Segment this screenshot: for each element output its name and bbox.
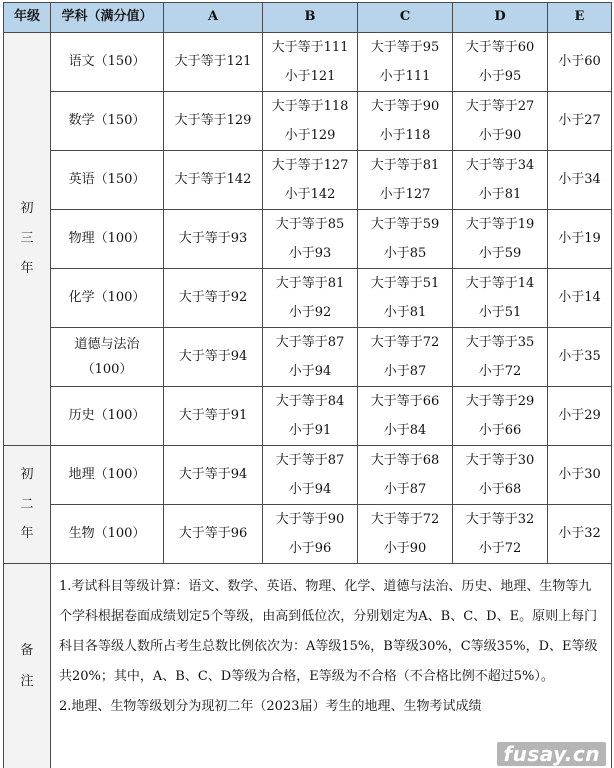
range-min: 大于等于51: [370, 276, 440, 291]
range-max: 小于127: [379, 187, 431, 202]
grade-e-cell: 小于60: [548, 33, 612, 92]
grade-e-cell: 小于32: [548, 505, 612, 564]
range-min: 大于等于90: [275, 512, 345, 527]
range-max: 小于72: [478, 364, 522, 379]
grade-b-cell: [263, 269, 358, 328]
range-min: 大于等于81: [370, 158, 440, 173]
range-min: 大于等于90: [370, 99, 440, 114]
grade-d-cell: [453, 387, 548, 446]
grade-c-cell: [358, 92, 453, 151]
range-min: 大于等于60: [465, 40, 535, 55]
grade-c-cell: [358, 210, 453, 269]
grade-b-cell: [263, 505, 358, 564]
range-min: 大于等于87: [275, 453, 345, 468]
notes-text-cell: [51, 564, 612, 768]
grade-d-cell: [453, 33, 548, 92]
grade-c-cell: [358, 505, 453, 564]
range-max: 小于94: [288, 482, 332, 497]
grade-a-cell: 大于等于91: [164, 387, 263, 446]
range-max: 小于87: [383, 364, 427, 379]
grade-b-cell: [263, 328, 358, 387]
grade-a-cell: 大于等于93: [164, 210, 263, 269]
range-min: 大于等于59: [370, 217, 440, 232]
grade-d-cell: [453, 446, 548, 505]
range-max: 小于87: [383, 482, 427, 497]
note-item-1: 1.考试科目等级计算：语文、数学、英语、物理、化学、道德与法治、历史、地理、生物等九个学科根据卷面成绩划定5个等级，由高到低位次，分别划定为A、B、C、D、E。原则上每门科目各等级人数所占考生总数比例依次为：A等级15%，B等级30%，C等级35%，D、E等级共20%；其中，A、B、C、D等级为合格，E等级为不合格（不合格比例不超过5%）。: [59, 579, 598, 684]
table-row: [4, 92, 612, 151]
grade-d-cell: [453, 151, 548, 210]
grade-e-cell: 小于14: [548, 269, 612, 328]
range-min: 大于等于30: [465, 453, 535, 468]
grade-d-cell: [453, 328, 548, 387]
header-a: A: [164, 3, 263, 33]
grade-e-cell: 小于27: [548, 92, 612, 151]
grade-d-cell: [453, 210, 548, 269]
grade-a-cell: 大于等于142: [164, 151, 263, 210]
subject-cell: 化学（100）: [51, 269, 164, 328]
table-row: [4, 269, 612, 328]
range-min: 大于等于68: [370, 453, 440, 468]
header-d: D: [453, 3, 548, 33]
subject-cell: 历史（100）: [51, 387, 164, 446]
table-row: [4, 387, 612, 446]
range-min: 大于等于66: [370, 394, 440, 409]
grade-e-cell: 小于34: [548, 151, 612, 210]
grade-c-cell: [358, 446, 453, 505]
range-min: 大于等于87: [275, 335, 345, 350]
grade-d-cell: [453, 92, 548, 151]
grade-b-cell: [263, 387, 358, 446]
grade-d-cell: [453, 505, 548, 564]
range-min: 大于等于72: [370, 335, 440, 350]
grade-a-cell: 大于等于121: [164, 33, 263, 92]
range-max: 小于94: [288, 364, 332, 379]
range-min: 大于等于84: [275, 394, 345, 409]
grade-c-cell: [358, 33, 453, 92]
range-min: 大于等于34: [465, 158, 535, 173]
grade-e-cell: 小于29: [548, 387, 612, 446]
header-subject: 学科（满分值）: [51, 3, 164, 33]
subject-cell: 英语（150）: [51, 151, 164, 210]
grade-b-cell: [263, 446, 358, 505]
subject-cell: [51, 328, 164, 387]
header-grade: 年级: [4, 3, 51, 33]
note-item-2: 2.地理、生物等级划分为现初二年（2023届）考生的地理、生物考试成绩: [59, 699, 482, 714]
grade-c-cell: [358, 151, 453, 210]
range-max: 小于121: [284, 69, 336, 84]
grade-a-cell: 大于等于92: [164, 269, 263, 328]
range-max: 小于111: [379, 69, 431, 84]
subject-cell: 生物（100）: [51, 505, 164, 564]
grade-a-cell: 大于等于129: [164, 92, 263, 151]
grade-c-cell: [358, 387, 453, 446]
grade-cell-grade3: [4, 33, 51, 446]
grade-e-cell: 小于30: [548, 446, 612, 505]
range-max: 小于142: [284, 187, 336, 202]
table-row: [4, 446, 612, 505]
subject-score: （100）: [81, 362, 133, 377]
range-max: 小于90: [383, 541, 427, 556]
range-max: 小于66: [478, 423, 522, 438]
grade-c-cell: [358, 328, 453, 387]
range-max: 小于51: [478, 305, 522, 320]
header-b: B: [263, 3, 358, 33]
range-min: 大于等于95: [370, 40, 440, 55]
range-min: 大于等于111: [271, 40, 349, 55]
range-min: 大于等于19: [465, 217, 535, 232]
range-max: 小于92: [288, 305, 332, 320]
range-max: 小于84: [383, 423, 427, 438]
grade-a-cell: 大于等于96: [164, 505, 263, 564]
grade-b-cell: [263, 92, 358, 151]
table-row: [4, 328, 612, 387]
header-e: E: [548, 3, 612, 33]
notes-label-cell: [4, 564, 51, 768]
range-max: 小于68: [478, 482, 522, 497]
header-c: C: [358, 3, 453, 33]
range-min: 大于等于81: [275, 276, 345, 291]
subject-name: 道德与法治: [74, 337, 140, 352]
grade-c-cell: [358, 269, 453, 328]
notes-row: [4, 564, 612, 768]
grade-cell-grade2: [4, 446, 51, 564]
grade-d-cell: [453, 269, 548, 328]
range-max: 小于81: [478, 187, 522, 202]
grade-b-cell: [263, 151, 358, 210]
table-row: [4, 33, 612, 92]
range-max: 小于72: [478, 541, 522, 556]
grade-table: [3, 2, 612, 768]
grade-b-cell: [263, 210, 358, 269]
range-min: 大于等于127: [271, 158, 349, 173]
range-max: 小于129: [284, 128, 336, 143]
grade-e-cell: 小于19: [548, 210, 612, 269]
grade-a-cell: 大于等于94: [164, 328, 263, 387]
table-row: [4, 151, 612, 210]
grade-label: 初二年: [20, 466, 34, 542]
range-max: 小于85: [383, 246, 427, 261]
grade-e-cell: 小于35: [548, 328, 612, 387]
subject-cell: 语文（150）: [51, 33, 164, 92]
range-min: 大于等于72: [370, 512, 440, 527]
notes-label: 备注: [20, 642, 34, 689]
range-max: 小于59: [478, 246, 522, 261]
grade-a-cell: 大于等于94: [164, 446, 263, 505]
range-min: 大于等于35: [465, 335, 535, 350]
range-max: 小于95: [478, 69, 522, 84]
range-max: 小于90: [478, 128, 522, 143]
grade-b-cell: [263, 33, 358, 92]
subject-cell: 物理（100）: [51, 210, 164, 269]
range-min: 大于等于32: [465, 512, 535, 527]
range-min: 大于等于27: [465, 99, 535, 114]
subject-cell: 地理（100）: [51, 446, 164, 505]
range-max: 小于96: [288, 541, 332, 556]
range-min: 大于等于29: [465, 394, 535, 409]
table-row: [4, 505, 612, 564]
range-max: 小于118: [379, 128, 431, 143]
table-row: [4, 210, 612, 269]
range-min: 大于等于118: [271, 99, 349, 114]
watermark-logo: fusay.cn: [497, 742, 606, 766]
range-max: 小于81: [383, 305, 427, 320]
subject-cell: 数学（150）: [51, 92, 164, 151]
range-min: 大于等于14: [465, 276, 535, 291]
grade-label: 初三年: [20, 201, 34, 276]
header-row: [4, 3, 612, 33]
range-max: 小于93: [288, 246, 332, 261]
range-max: 小于91: [288, 423, 332, 438]
range-min: 大于等于85: [275, 217, 345, 232]
